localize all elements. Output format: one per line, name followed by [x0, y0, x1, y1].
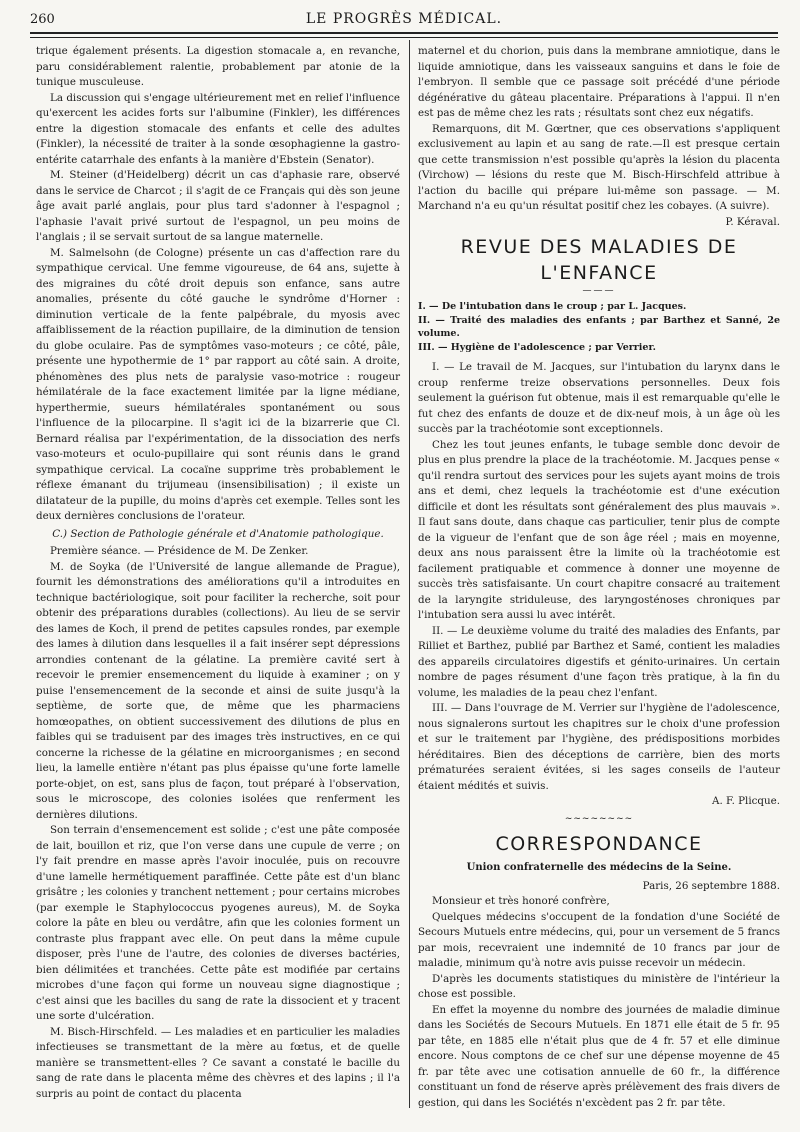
author-signature: P. Kéraval. [725, 215, 780, 228]
paragraph: La discussion qui s'engage ultérieurement met en relief l'influence qu'exercent les acides forts sur l'albumine (Finkler), les différences entre la digestion stomacale des enfants et celle des adultes (Finkler), la nécessité de traiter à la sonde œsophagienne la gastro-entérite catarrhale des enfants à la manière d'Ebstein (Senator). [36, 91, 400, 166]
list-item: I. — De l'intubation dans le croup ; par L. Jacques. [418, 301, 687, 312]
paragraph: M. Steiner (d'Heidelberg) décrit un cas d'aphasie rare, observé dans le service de Charcot ; il s'agit de ce Français qui dès son jeune âge avait parlé anglais, pour plus tard s'adonner à l'espagnol ; l'aphasie l'avait privé surtout de l'espagnol, un peu moins de l'anglais ; il se servait surtout de sa langue maternelle. [36, 169, 400, 243]
section-title: REVUE DES MALADIES DE L'ENFANCE [460, 236, 738, 284]
running-header [30, 12, 778, 34]
paragraph: II. — Le deuxième volume du traité des maladies des Enfants, par Rilliet et Barthez, publié par Barthez et Samé, contient les maladies des appareils circulatoires digestifs et génito-urinaires. Un certain nombre de pages résument d'une façon très pratique, à la fin du volume, les maladies de la peau chez l'enfant. [418, 624, 780, 699]
divider-ornament: ~~~~~~~~ [564, 813, 634, 824]
paragraph: III. — Dans l'ouvrage de M. Verrier sur l'hygiène de l'adolescence, nous signalerons surtout les chapitres sur le choix d'une profession et sur le traitement par l'hygiène, des prédispositions morbides héréditaires. Bien des déceptions de carrière, bien des morts prématurées seraient évitées, si les sages conseils de l'auteur étaient médités et suivis. [418, 702, 780, 792]
running-title: LE PROGRÈS MÉDICAL. [305, 11, 503, 27]
column-divider [409, 40, 410, 1108]
right-column [418, 44, 780, 1111]
header-rule [30, 32, 778, 34]
paragraph: Remarquons, dit M. Gœrtner, que ces observations s'appliquent exclusivement au lapin et au sang de rate.—Il est presque certain que cette transmission n'est possible qu'après la lésion du placenta (Virchow) — lésions du reste que M. Bisch-Hirschfeld attribue à l'action du bacille qui prépare lui-même son passage. — M. Marchand n'a eu qu'un résultat positif chez les cobayes. (A suivre). [418, 122, 780, 212]
author-signature: A. F. Plicque. [712, 795, 780, 807]
paragraph: maternel et du chorion, puis dans la membrane amniotique, dans le liquide amniotique, dans les vaisseaux sanguins et dans le foie de l'embryon. Il semble que ce passage soit précédé d'une période dégénérative du gâteau placentaire. Préparations à l'appui. Il n'en est pas de même chez les rats ; résultats sont chez eux négatifs. [418, 45, 780, 119]
paragraph: Son terrain d'ensemencement est solide ; c'est une pâte composée de lait, bouillon et riz, que l'on verse dans une cupule de verre ; on l'y fait prendre en masse après l'avoir inoculée, puis on recouvre d'une lamelle hermétiquement paraffinée. Cette pâte est d'un blanc grisâtre ; les colonies y tranchent nettement ; pour certains microbes (par exemple le Staphylococcus pyogenes aureus), M. de Soyka colore la pâte en bleu ou verdâtre, afin que les colonies forment un contraste plus frappant avec elle. On peut dans la même cupule disposer, près l'une de l'autre, des colonies de diverses bactéries, bien délimitées et tranchées. Cette pâte est modifiée par certains microbes d'une façon qui forme un nouveau signe diagnostique ; c'est ainsi que les bacilles du sang de rate la dissocient et y tracent une sorte d'ulcération. [36, 824, 400, 1022]
paragraph: M. Salmelsohn (de Cologne) présente un cas d'affection rare du sympathique cervical. Une femme vigoureuse, de 64 ans, sujette à des migraines du côté droit depuis son enfance, sans autre anomalies, présente du côté gauche le syndrôme d'Horner : diminution verticale de la fente palpébrale, du myosis avec affaiblissement de la réaction pupillaire, de la diminution de tension du globe oculaire. Pas de symptômes vaso-moteurs ; ce côté, pâle, présente une hypothermie de 1° par rapport au côté sain. A droite, phénomènes des plus nets de paralysie vaso-motrice : rougeur hémilatérale de la face exactement limitée par la ligne médiane, hyperthermie, sueurs hémilatérales spontanément ou sous l'influence de la pilocarpine. Il s'agit ici de la bizarrerie que Cl. Bernard réalisa par l'expérimentation, de la dissociation des nerfs vaso-moteurs et oculo-pupillaire qui sont réunis dans le grand sympathique cervical. La cocaïne supprime très probablement le réflexe émanant du trijumeau (insensibilisation) ; il existe un dilatateur de la pupille, du moins d'après cet exemple. Telles sont les deux dernières conclusions de l'orateur. [36, 246, 400, 522]
section-heading: C.) Section de Pathologie générale et d'Anatomie pathologique. [52, 527, 384, 540]
subsection-title: Union confraternelle des médecins de la Seine. [466, 862, 732, 873]
review-list [418, 300, 780, 354]
letter-date: Paris, 26 septembre 1888. [642, 879, 780, 892]
paragraph: Quelques médecins s'occupent de la fondation d'une Société de Secours Mutuels entre médecins, qui, pour un versement de 5 francs par mois, recevraient une indemnité de 10 francs par jour de maladie, minimum qu'à notre avis puisse recevoir un médecin. [418, 910, 780, 969]
header-rule-thin [30, 37, 778, 38]
section-title: CORRESPONDANCE [495, 833, 703, 855]
salutation: Monsieur et très honoré confrère, [432, 895, 610, 907]
left-column [36, 44, 400, 1102]
paragraph: D'après les documents statistiques du ministère de l'intérieur la chose est possible. [418, 972, 780, 1000]
title-ornament: ——— [582, 286, 616, 296]
paragraph: trique également présents. La digestion stomacale a, en revanche, paru considérablement ralentie, probablement par atonie de la tunique musculeuse. [36, 45, 400, 88]
page-number: 260 [30, 12, 55, 27]
paragraph: I. — Le travail de M. Jacques, sur l'intubation du larynx dans le croup renferme treize observations personnelles. Deux fois seulement la guérison fut obtenue, mais il est remarquable qu'elle le fut chez des enfants de douze et de dix-neuf mois, à un âge où les succès par la trachéotomie sont exceptionnels. [418, 361, 780, 435]
list-item: III. — Hygiène de l'adolescence ; par Verrier. [418, 341, 656, 353]
paragraph: M. Bisch-Hirschfeld. — Les maladies et en particulier les maladies infectieuses se transmettant de la mère au fœtus, et de quelle manière se transmettent-elles ? Ce savant a constaté le bacille du sang de rate dans le placenta même des chèvres et des lapins ; il l'a surpris au point de contact du placenta [36, 1025, 400, 1100]
session-line: Première séance. — Présidence de M. De Zenker. [50, 545, 309, 557]
paragraph: M. de Soyka (de l'Université de langue allemande de Prague), fournit les démonstrations des améliorations qu'il a introduites en technique bactériologique, soit pour faciliter la recherche, soit pour obtenir des préparations durables (collections). Au lieu de se servir des lames de Koch, il prend de petites capsules rondes, par exemple des lames à dilution dans lesquelles il a fait insérer sept dépressions arrondies contenant de la gélatine. La première cavité sert à recevoir le premier ensemencement du liquide à examiner ; on y puise l'ensemencement de la seconde et ainsi de suite jusqu'à la septième, de sorte que, de même que les pharmaciens homœopathes, on obtient successivement des dilutions de plus en faibles qui se traduisent par des images très instructives, en ce qui concerne la richesse de la gélatine en microorganismes ; en second lieu, la lamelle entière n'étant pas plus épaisse qu'une forte lamelle porte-objet, on est, sans plus de façon, tout préparé à l'observation, sous le microscope, des colonies isolées que renferment les dernières dilutions. [36, 560, 400, 821]
paragraph: En effet la moyenne du nombre des journées de maladie diminue dans les Sociétés de Secours Mutuels. En 1871 elle était de 5 fr. 95 par tête, en 1885 elle n'était plus que de 4 fr. 57 et elle diminue encore. Nous comptons de ce chef sur une dépense moyenne de 45 fr. par tête avec une cotisation annuelle de 60 fr., la différence constituant un fond de réserve après prélèvement des frais divers de gestion, qui dans les Sociétés n'excèdent pas 2 fr. par tête. [418, 1003, 780, 1109]
list-item: II. — Traité des maladies des enfants ; par Barthez et Sanné, 2e volume. [418, 314, 780, 339]
paragraph: Chez les tout jeunes enfants, le tubage semble donc devoir de plus en plus prendre la place de la trachéotomie. M. Jacques pense « qu'il rendra surtout des services pour les sujets ayant moins de trois ans et demi, chez lequels la trachéotomie est d'une exécution difficile et dont les résultats sont généralement des plus mauvais ». Il faut sans doute, dans chaque cas particulier, tenir plus de compte de la vigueur de l'enfant que de son âge réel ; mais en moyenne, deux ans nous paraissent être la limite où la trachéotomie est facilement pratiquable et commence à donner une moyenne de succès très satisfaisante. Un court chapitre consacré au traitement de la laryngite striduleuse, des laryngosténoses chroniques par l'intubation sera aussi lu avec intérêt. [418, 438, 780, 621]
